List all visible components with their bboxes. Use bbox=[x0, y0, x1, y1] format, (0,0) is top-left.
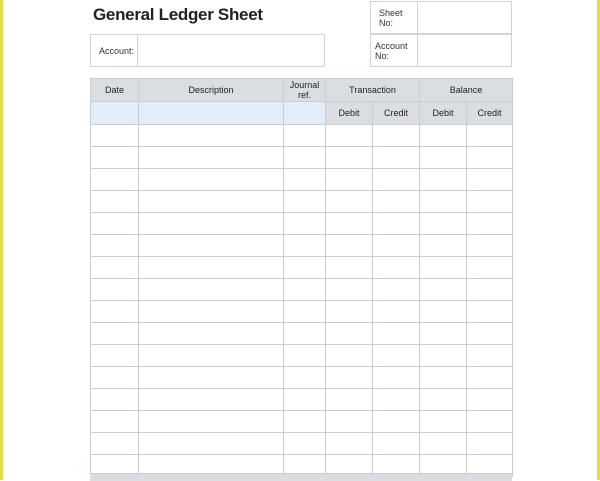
description-cell[interactable] bbox=[139, 213, 284, 235]
transaction-debit-cell[interactable] bbox=[326, 433, 373, 455]
description-cell[interactable] bbox=[139, 433, 284, 455]
transaction-credit-cell[interactable] bbox=[373, 191, 420, 213]
transaction-credit-cell[interactable] bbox=[373, 235, 420, 257]
balance-credit-cell[interactable] bbox=[467, 323, 513, 345]
description-cell[interactable] bbox=[139, 191, 284, 213]
date-cell[interactable] bbox=[91, 235, 139, 257]
balance-debit-cell[interactable] bbox=[420, 235, 467, 257]
balance-credit-cell[interactable] bbox=[467, 147, 513, 169]
balance-credit-cell[interactable] bbox=[467, 389, 513, 411]
date-cell[interactable] bbox=[91, 147, 139, 169]
balance-credit-cell[interactable] bbox=[467, 279, 513, 301]
ledger-body bbox=[91, 125, 513, 477]
transaction-credit-cell[interactable] bbox=[373, 147, 420, 169]
balance-debit-cell[interactable] bbox=[420, 301, 467, 323]
journal-ref-cell[interactable] bbox=[284, 235, 326, 257]
balance-credit-cell[interactable] bbox=[467, 169, 513, 191]
journal-ref-cell[interactable] bbox=[284, 257, 326, 279]
balance-credit-cell[interactable] bbox=[467, 367, 513, 389]
description-cell[interactable] bbox=[139, 279, 284, 301]
balance-credit-cell[interactable] bbox=[467, 235, 513, 257]
account-label: Account: bbox=[91, 35, 138, 66]
page-frame-left bbox=[0, 0, 3, 480]
table-row bbox=[91, 323, 513, 345]
transaction-debit-cell[interactable] bbox=[326, 389, 373, 411]
journal-ref-cell[interactable] bbox=[284, 389, 326, 411]
balance-debit-cell[interactable] bbox=[420, 191, 467, 213]
date-cell[interactable] bbox=[91, 169, 139, 191]
subheader-transaction-debit: Debit bbox=[326, 102, 373, 125]
description-cell[interactable] bbox=[139, 125, 284, 147]
transaction-credit-cell[interactable] bbox=[373, 169, 420, 191]
balance-debit-cell[interactable] bbox=[420, 323, 467, 345]
header-balance: Balance bbox=[420, 79, 513, 102]
balance-credit-cell[interactable] bbox=[467, 411, 513, 433]
description-cell[interactable] bbox=[139, 345, 284, 367]
date-cell[interactable] bbox=[91, 191, 139, 213]
description-cell[interactable] bbox=[139, 257, 284, 279]
transaction-credit-cell[interactable] bbox=[373, 389, 420, 411]
transaction-debit-cell[interactable] bbox=[326, 301, 373, 323]
header-transaction: Transaction bbox=[326, 79, 420, 102]
journal-ref-cell[interactable] bbox=[284, 279, 326, 301]
date-cell[interactable] bbox=[91, 213, 139, 235]
transaction-debit-cell[interactable] bbox=[326, 367, 373, 389]
transaction-credit-cell[interactable] bbox=[373, 257, 420, 279]
description-cell[interactable] bbox=[139, 389, 284, 411]
description-cell[interactable] bbox=[139, 411, 284, 433]
transaction-credit-cell[interactable] bbox=[373, 323, 420, 345]
transaction-credit-cell[interactable] bbox=[373, 345, 420, 367]
account-no-label: Account No: bbox=[371, 35, 418, 66]
table-row bbox=[91, 411, 513, 433]
balance-debit-cell[interactable] bbox=[420, 257, 467, 279]
transaction-credit-cell[interactable] bbox=[373, 125, 420, 147]
date-cell[interactable] bbox=[91, 301, 139, 323]
journal-ref-cell[interactable] bbox=[284, 169, 326, 191]
subheader-date-blank bbox=[91, 102, 139, 125]
balance-debit-cell[interactable] bbox=[420, 279, 467, 301]
account-no-field[interactable] bbox=[370, 34, 512, 67]
description-cell[interactable] bbox=[139, 323, 284, 345]
table-row bbox=[91, 235, 513, 257]
journal-ref-cell[interactable] bbox=[284, 213, 326, 235]
account-field[interactable] bbox=[90, 34, 325, 67]
transaction-debit-cell[interactable] bbox=[326, 191, 373, 213]
transaction-credit-cell[interactable] bbox=[373, 411, 420, 433]
balance-credit-cell[interactable] bbox=[467, 191, 513, 213]
balance-debit-cell[interactable] bbox=[420, 213, 467, 235]
journal-ref-cell[interactable] bbox=[284, 367, 326, 389]
transaction-debit-cell[interactable] bbox=[326, 235, 373, 257]
date-cell[interactable] bbox=[91, 433, 139, 455]
transaction-debit-cell[interactable] bbox=[326, 125, 373, 147]
description-cell[interactable] bbox=[139, 147, 284, 169]
transaction-credit-cell[interactable] bbox=[373, 301, 420, 323]
balance-credit-cell[interactable] bbox=[467, 257, 513, 279]
balance-debit-cell[interactable] bbox=[420, 433, 467, 455]
table-row bbox=[91, 257, 513, 279]
table-row bbox=[91, 367, 513, 389]
description-cell[interactable] bbox=[139, 367, 284, 389]
transaction-debit-cell[interactable] bbox=[326, 257, 373, 279]
balance-debit-cell[interactable] bbox=[420, 147, 467, 169]
journal-ref-cell[interactable] bbox=[284, 433, 326, 455]
transaction-debit-cell[interactable] bbox=[326, 169, 373, 191]
transaction-debit-cell[interactable] bbox=[326, 411, 373, 433]
ledger-table bbox=[90, 78, 513, 477]
subheader-balance-debit: Debit bbox=[420, 102, 467, 125]
transaction-debit-cell[interactable] bbox=[326, 323, 373, 345]
balance-credit-cell[interactable] bbox=[467, 433, 513, 455]
journal-ref-cell[interactable] bbox=[284, 125, 326, 147]
date-cell[interactable] bbox=[91, 345, 139, 367]
balance-debit-cell[interactable] bbox=[420, 345, 467, 367]
transaction-debit-cell[interactable] bbox=[326, 147, 373, 169]
date-cell[interactable] bbox=[91, 389, 139, 411]
date-cell[interactable] bbox=[91, 367, 139, 389]
balance-credit-cell[interactable] bbox=[467, 301, 513, 323]
subheader-balance-credit: Credit bbox=[467, 102, 513, 125]
header-date: Date bbox=[91, 79, 139, 102]
transaction-credit-cell[interactable] bbox=[373, 433, 420, 455]
journal-ref-cell[interactable] bbox=[284, 323, 326, 345]
transaction-credit-cell[interactable] bbox=[373, 213, 420, 235]
header-description: Description bbox=[139, 79, 284, 102]
table-row bbox=[91, 169, 513, 191]
date-cell[interactable] bbox=[91, 323, 139, 345]
balance-debit-cell[interactable] bbox=[420, 367, 467, 389]
balance-credit-cell[interactable] bbox=[467, 345, 513, 367]
journal-ref-cell[interactable] bbox=[284, 191, 326, 213]
transaction-debit-cell[interactable] bbox=[326, 213, 373, 235]
table-row bbox=[91, 191, 513, 213]
balance-debit-cell[interactable] bbox=[420, 169, 467, 191]
page-title: General Ledger Sheet bbox=[93, 5, 263, 24]
transaction-credit-cell[interactable] bbox=[373, 279, 420, 301]
balance-debit-cell[interactable] bbox=[420, 389, 467, 411]
description-cell[interactable] bbox=[139, 235, 284, 257]
transaction-debit-cell[interactable] bbox=[326, 279, 373, 301]
balance-debit-cell[interactable] bbox=[420, 411, 467, 433]
description-cell[interactable] bbox=[139, 169, 284, 191]
date-cell[interactable] bbox=[91, 257, 139, 279]
sheet-no-label: Sheet No: bbox=[371, 2, 418, 33]
date-cell[interactable] bbox=[91, 279, 139, 301]
description-cell[interactable] bbox=[139, 301, 284, 323]
journal-ref-cell[interactable] bbox=[284, 411, 326, 433]
subheader-journal-blank bbox=[284, 102, 326, 125]
subheader-transaction-credit: Credit bbox=[373, 102, 420, 125]
header-journal-ref: Journal ref. bbox=[284, 79, 326, 102]
transaction-debit-cell[interactable] bbox=[326, 345, 373, 367]
journal-ref-cell[interactable] bbox=[284, 147, 326, 169]
sheet-no-field[interactable] bbox=[370, 1, 512, 34]
transaction-credit-cell[interactable] bbox=[373, 367, 420, 389]
balance-credit-cell[interactable] bbox=[467, 213, 513, 235]
table-row bbox=[91, 125, 513, 147]
table-row bbox=[91, 389, 513, 411]
balance-credit-cell[interactable] bbox=[467, 125, 513, 147]
balance-debit-cell[interactable] bbox=[420, 125, 467, 147]
journal-ref-cell[interactable] bbox=[284, 301, 326, 323]
table-row bbox=[91, 279, 513, 301]
table-row bbox=[91, 301, 513, 323]
journal-ref-cell[interactable] bbox=[284, 345, 326, 367]
date-cell[interactable] bbox=[91, 125, 139, 147]
subheader-description-blank bbox=[139, 102, 284, 125]
table-row bbox=[91, 213, 513, 235]
table-row bbox=[91, 147, 513, 169]
date-cell[interactable] bbox=[91, 411, 139, 433]
table-row bbox=[91, 345, 513, 367]
table-row bbox=[91, 433, 513, 455]
